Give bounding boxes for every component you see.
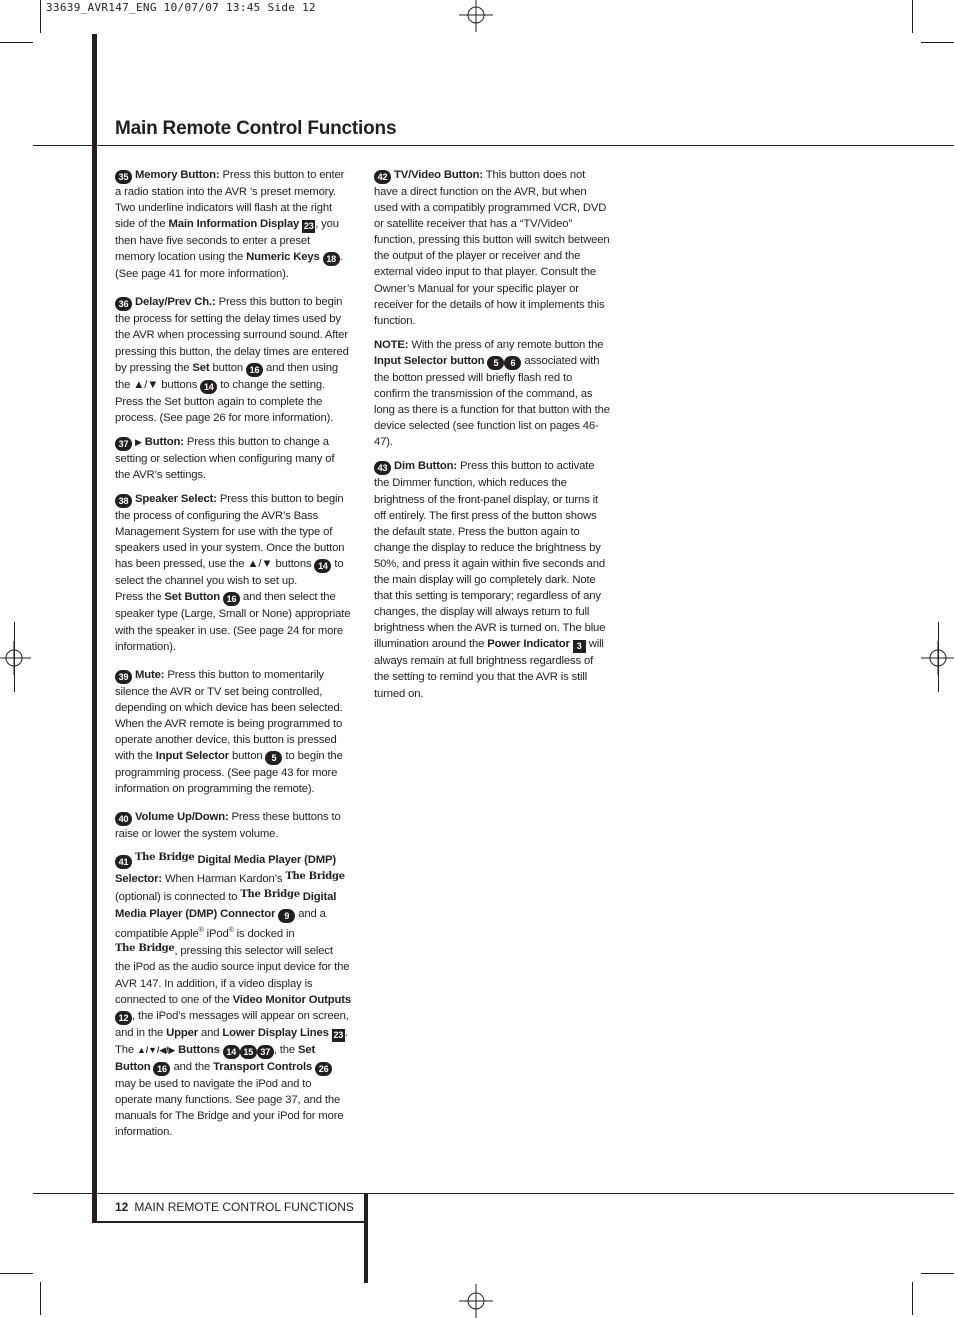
callout-badge: 14 bbox=[314, 559, 331, 573]
callout-badge: 40 bbox=[115, 812, 132, 826]
item-label: Delay/Prev Ch.: bbox=[135, 296, 216, 309]
callout-badge: 14 bbox=[223, 1045, 240, 1059]
page-number: 12 bbox=[115, 1200, 129, 1214]
crop-mark bbox=[912, 1282, 913, 1315]
the-bridge-logo: The Bridge bbox=[285, 871, 345, 883]
callout-badge: 37 bbox=[115, 437, 132, 451]
crop-mark bbox=[921, 1273, 954, 1274]
callout-badge: 23 bbox=[333, 1029, 344, 1040]
the-bridge-logo: The Bridge bbox=[135, 852, 195, 864]
left-margin-bar bbox=[92, 34, 97, 1222]
right-button-description: 37 ▶ Button: Press this button to change a setting or selection when configuring many of the AVR’s settings. bbox=[115, 435, 335, 481]
callout-badge: 35 bbox=[115, 170, 132, 184]
crop-mark bbox=[938, 622, 939, 692]
crop-mark bbox=[0, 42, 33, 43]
memory-button-description: 35 Memory Button: Press this button to enter a radio station into the AVR ’s preset memory. Two underline indicators will flash at the right side of the Main Information Display 23 , you then have five seconds to enter a preset memory location using the Numeric Keys 18 . (See page 41 for more information). bbox=[115, 169, 345, 281]
callout-badge: 5 bbox=[487, 356, 504, 370]
callout-badge: 23 bbox=[303, 221, 314, 232]
crop-mark bbox=[40, 0, 41, 33]
callout-badge: 39 bbox=[115, 670, 132, 684]
footer-rule bbox=[33, 1193, 954, 1194]
page-title: Main Remote Control Functions bbox=[115, 118, 397, 139]
item-label: TV/Video Button: bbox=[394, 169, 484, 181]
callout-badge: 14 bbox=[200, 380, 217, 394]
item-label: Dim Button: bbox=[394, 460, 457, 473]
callout-badge: 38 bbox=[115, 494, 132, 508]
delay-button-description: 36 Delay/Prev Ch.: Press this button to begin the process for setting the delay times used by the AVR when processing surround sound. After pressing this button, the delay times are entered by pressing the Set button 16 and then using the ▲/▼ buttons 14 to change the setting. Press the Set button again to complete the process. (See page 26 for more information). bbox=[115, 296, 349, 424]
footer-section-title: MAIN REMOTE CONTROL FUNCTIONS bbox=[134, 1200, 354, 1214]
item-label: Volume Up/Down: bbox=[135, 811, 229, 824]
note-label: NOTE: bbox=[374, 338, 409, 351]
title-rule bbox=[33, 145, 954, 146]
tv-video-button-description: 42 TV/Video Button: This button does not have a direct function on the AVR, but when used with a compatibly programmed VCR, DVD or satellite receiver that has a “TV/Video” function, pressing this button will switch between the output of the player or receiver and the external video input to that player. Consult the Owner’s Manual for your specific player or receiver for the details of how it implements this function. bbox=[374, 169, 610, 327]
right-arrow-icon: ▶ bbox=[135, 436, 142, 447]
the-bridge-logo: The Bridge bbox=[115, 943, 175, 955]
speaker-select-description: 38 Speaker Select: Press this button to begin the process of configuring the AVR’s Bass Management System for use with the type of speakers used in your system. Once the button has been pressed, use the ▲/▼ buttons 14 to select the channel you wish to set up. bbox=[115, 493, 345, 588]
crop-mark bbox=[0, 1273, 33, 1274]
up-down-arrow-icon: ▲/▼ bbox=[247, 558, 273, 571]
up-down-arrow-icon: ▲/▼ bbox=[133, 378, 159, 391]
item-label: Memory Button: bbox=[135, 169, 220, 181]
item-label: Mute: bbox=[135, 668, 165, 681]
left-column bbox=[115, 167, 351, 1148]
the-bridge-logo: The Bridge bbox=[240, 889, 300, 901]
dmp-selector-description: 41 The Bridge Digital Media Player (DMP) Selector: When Harman Kardon’s The Bridge (optional) is connected to The Bridge Digital Media Player (DMP) Connector 9 and a compatible Apple® iPod® is docked in The Bridge, pressing this selector will select the iPod as the audio source input device for the AVR 147. In addition, if a video display is connected to one of the Video Monitor Outputs 12 , the iPod’s messages will appear on screen, and in the Upper and Lower Display Lines 23 . The ▲/▼/◀/▶ Buttons 14 15 37 , the Set Button 16 and the Transport Controls 26 may be used to navigate the iPod and to operate many functions. See page 37, and the manuals for The Bridge and your iPod for more information. bbox=[115, 852, 352, 1139]
callout-badge: 41 bbox=[115, 855, 132, 869]
footer-underline bbox=[92, 1221, 368, 1223]
callout-badge: 9 bbox=[278, 909, 295, 923]
note-paragraph: NOTE: With the press of any remote button the Input Selector button 5 6 associated with the botton pressed will briefly flash red to confirm the transmission of the command, as long as there is a function for that button with the device selected (see function list on pages 46-47). bbox=[374, 338, 610, 449]
callout-badge: 16 bbox=[246, 363, 263, 377]
callout-badge: 12 bbox=[115, 1011, 132, 1025]
callout-badge: 42 bbox=[374, 170, 391, 184]
callout-badge: 16 bbox=[153, 1062, 170, 1076]
crop-mark bbox=[14, 622, 15, 692]
crop-mark bbox=[921, 42, 954, 43]
nav-arrows-icon: ▲/▼/◀/▶ bbox=[137, 1044, 176, 1055]
callout-badge: 3 bbox=[573, 640, 586, 653]
speaker-select-description-cont: Press the Set Button 16 and then select the speaker type (Large, Small or None) appropriate with the speaker in use. (See page 24 for more information). bbox=[115, 591, 351, 653]
callout-badge: 6 bbox=[504, 356, 521, 370]
callout-badge: 15 bbox=[240, 1045, 257, 1059]
callout-badge: 43 bbox=[374, 461, 391, 475]
page-footer bbox=[115, 1200, 354, 1214]
item-label: Digital Media Player (DMP) Selector: bbox=[115, 854, 337, 886]
item-label: Button: bbox=[144, 435, 184, 448]
crop-mark bbox=[40, 1282, 41, 1315]
callout-badge: 26 bbox=[315, 1062, 332, 1076]
callout-badge: 36 bbox=[115, 297, 132, 311]
volume-button-description: 40 Volume Up/Down: Press these buttons to raise or lower the system volume. bbox=[115, 811, 341, 841]
footer-divider bbox=[364, 1193, 368, 1283]
mute-button-description: 39 Mute: Press this button to momentarily silence the AVR or TV set being controlled, depending on which device has been selected. When the AVR remote is being programmed to operate another device, this button is pressed with the Input Selector button 5 to begin the programming process. (See page 43 for more information on programming the remote). bbox=[115, 668, 343, 796]
right-column bbox=[374, 167, 610, 710]
callout-badge: 16 bbox=[223, 592, 240, 606]
item-label: Speaker Select: bbox=[135, 493, 217, 506]
registration-mark-icon bbox=[459, 1284, 493, 1318]
callout-badge: 37 bbox=[257, 1045, 274, 1059]
registration-mark-icon bbox=[0, 641, 31, 675]
print-slug: 33639_AVR147_ENG 10/07/07 13:45 Side 12 bbox=[46, 1, 316, 14]
crop-mark bbox=[912, 0, 913, 33]
dim-button-description: 43 Dim Button: Press this button to activate the Dimmer function, which reduces the brightness of the front-panel display, or turns it off entirely. The first press of the button shows the default state. Press the button again to change the display to reduce the brightness by 50%, and press it again within five seconds and the main display will go completely dark. Note that this setting is temporary; regardless of any changes, the display will always return to full brightness when the AVR is turned on. The blue illumination around the Power Indicator 3 will always remain at full brightness regardless of the setting to remind you that the AVR is still turned on. bbox=[374, 460, 606, 700]
registration-mark-icon bbox=[459, 0, 493, 32]
callout-badge: 18 bbox=[323, 252, 340, 266]
callout-badge: 5 bbox=[265, 751, 282, 765]
